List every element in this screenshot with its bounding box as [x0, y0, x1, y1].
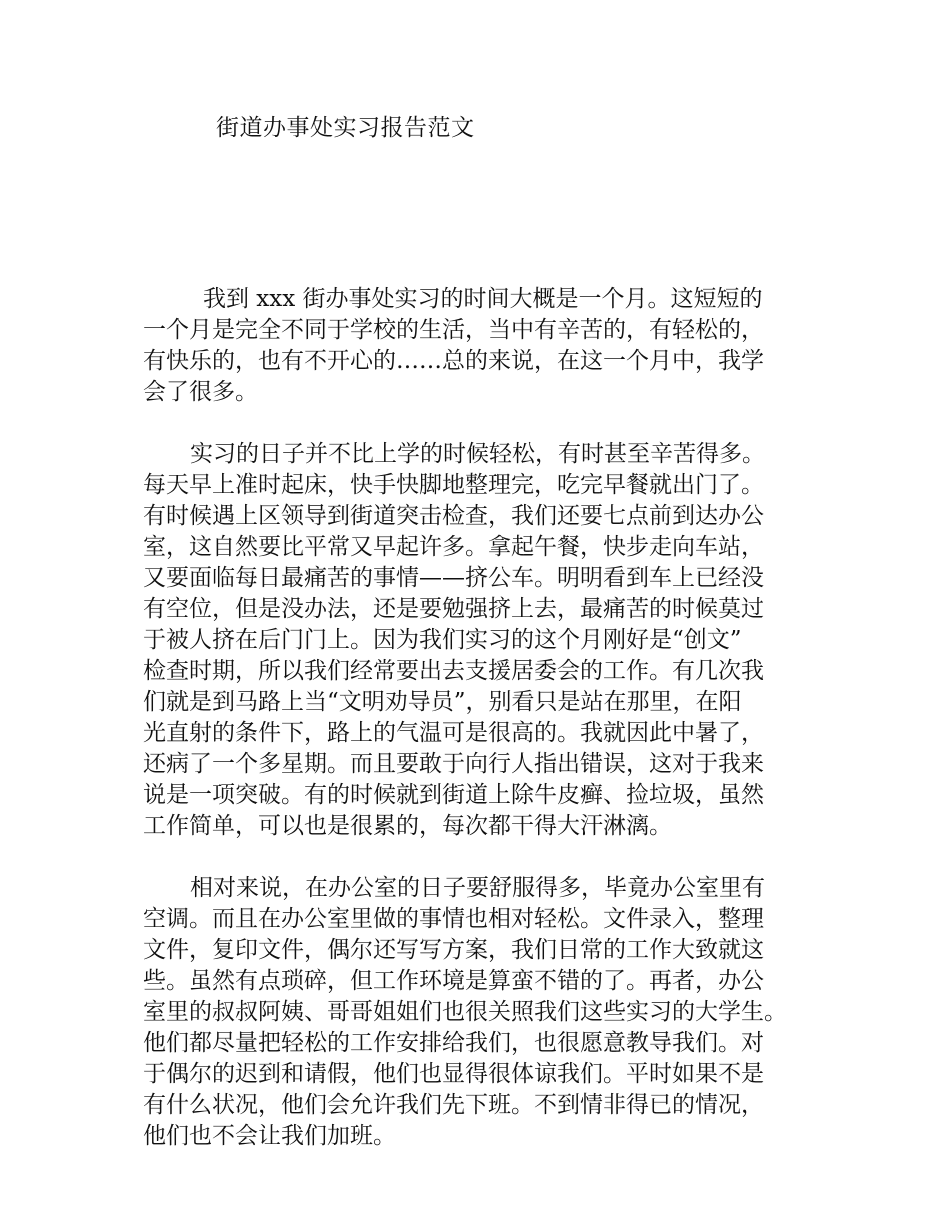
text-line: 室里的叔叔阿姨、哥哥姐姐们也很关照我们这些实习的大学生。: [143, 999, 787, 1025]
text-line: 工作简单，可以也是很累的，每次都干得大汗淋漓。: [143, 813, 672, 839]
text-line: 光直射的条件下，路上的气温可是很高的。我就因此中暑了，: [143, 720, 764, 746]
text-line: 每天早上准时起床，快手快脚地整理完，吃完早餐就出门了。: [143, 472, 764, 498]
text-line: 实习的日子并不比上学的时候轻松，有时甚至辛苦得多。: [190, 441, 765, 467]
paragraph-3: [143, 873, 843, 1152]
text-line: 有快乐的，也有不开心的……总的来说，在这一个月中，我学: [143, 348, 764, 374]
text-line: 他们都尽量把轻松的工作安排给我们，也很愿意教导我们。对: [143, 1030, 764, 1056]
document-title: 街道办事处实习报告范文: [216, 115, 475, 141]
text-line: 文件，复印文件，偶尔还写写方案，我们日常的工作大致就这: [143, 937, 764, 963]
text-line: 些。虽然有点琐碎，但工作环境是算蛮不错的了。再者，办公: [143, 968, 764, 994]
text-line: 们就是到马路上当“文明劝导员”，别看只是站在那里，在阳: [143, 689, 742, 715]
text-line: 有什么状况，他们会允许我们先下班。不到情非得已的情况，: [143, 1092, 764, 1118]
text-line: 于被人挤在后门门上。因为我们实习的这个月刚好是“创文”: [143, 627, 742, 653]
text-line: 还病了一个多星期。而且要敢于向行人指出错误，这对于我来: [143, 751, 764, 777]
text-line: 有空位，但是没办法，还是要勉强挤上去，最痛苦的时候莫过: [143, 596, 764, 622]
text-line: 检查时期，所以我们经常要出去支援居委会的工作。有几次我: [143, 658, 764, 684]
text-line: 空调。而且在办公室里做的事情也相对轻松。文件录入，整理: [143, 906, 764, 932]
paragraph-2: [143, 439, 843, 842]
document-body: [143, 284, 843, 1183]
text-line: 又要面临每日最痛苦的事情——挤公车。明明看到车上已经没: [143, 565, 764, 591]
text-line: 他们也不会让我们加班。: [143, 1123, 396, 1149]
text-line: 说是一项突破。有的时候就到街道上除牛皮癣、捡垃圾，虽然: [143, 782, 764, 808]
text-line: 相对来说，在办公室的日子要舒服得多，毕竟办公室里有: [190, 875, 765, 901]
text-line: 室，这自然要比平常又早起许多。拿起午餐，快步走向车站，: [143, 534, 764, 560]
text-line: 会了很多。: [143, 379, 258, 405]
text-line: 于偶尔的迟到和请假，他们也显得很体谅我们。平时如果不是: [143, 1061, 764, 1087]
text-line: 一个月是完全不同于学校的生活，当中有辛苦的，有轻松的，: [143, 317, 764, 343]
text-line: 有时候遇上区领导到街道突击检查，我们还要七点前到达办公: [143, 503, 764, 529]
text-line: 我到 xxx 街办事处实习的时间大概是一个月。这短短的: [203, 286, 763, 312]
paragraph-1: [143, 284, 843, 408]
